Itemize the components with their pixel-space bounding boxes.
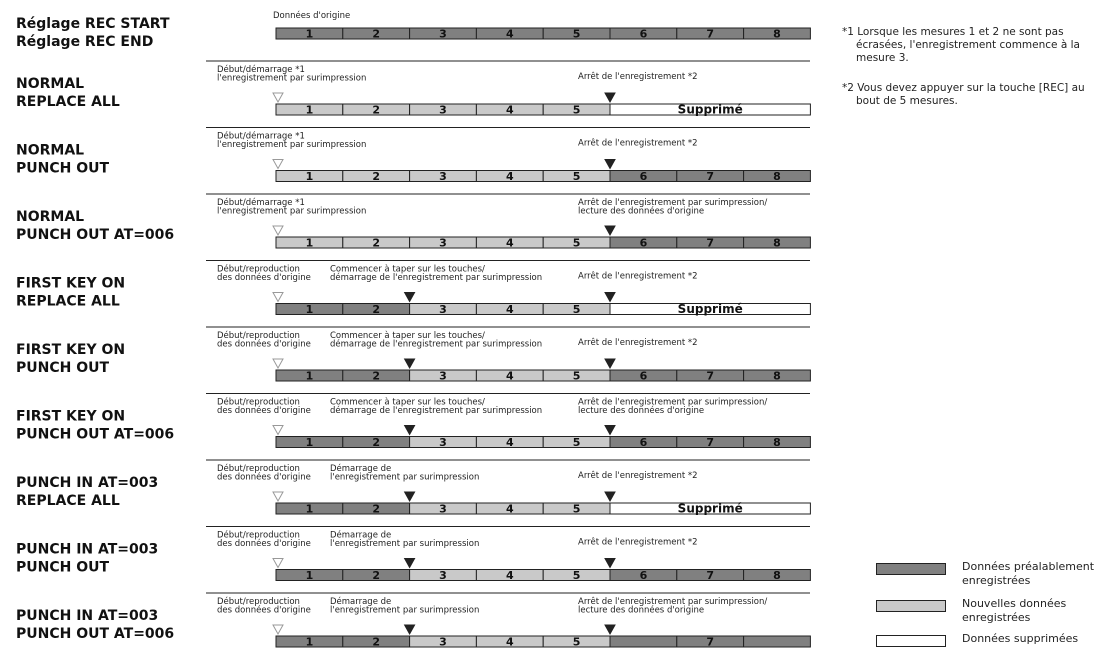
legend-swatch-preexisting — [876, 563, 946, 575]
row-4-start-marker-icon — [273, 293, 283, 302]
scenario-rows — [16, 61, 810, 649]
row-2-segment-label-2: 2 — [372, 170, 381, 183]
row-2-stop-label-1: Arrêt de l'enregistrement *2 — [578, 138, 698, 149]
row-8-segment-label-3: 3 — [439, 569, 447, 582]
row-5-segment-label-4: 4 — [505, 369, 514, 383]
legend-label-deleted: Données supprimées — [962, 632, 1079, 645]
row-7-stop-marker-icon — [605, 492, 615, 501]
row-3-segment-label-4: 4 — [505, 236, 514, 250]
row-8-rec-label-1: Démarrage de — [330, 530, 392, 541]
row-8-rec-label-2: l'enregistrement par surimpression — [330, 539, 480, 549]
row-8-mode-label-1: PUNCH IN AT=003 — [16, 541, 159, 558]
row-2-segment-label-1: 1 — [305, 170, 314, 183]
scenario-row — [16, 194, 810, 250]
row-5-mode-label-2: PUNCH OUT — [16, 360, 110, 376]
row-5-stop-label-1: Arrêt de l'enregistrement *2 — [578, 338, 698, 348]
row-5-rec-label-2: démarrage de l'enregistrement par surimpression — [330, 339, 543, 350]
row-6-rec-label-2: démarrage de l'enregistrement par surimpression — [330, 406, 543, 416]
row-9-start-label-2: des données d'origine — [217, 605, 311, 616]
row-9-segment-label-4: 4 — [505, 635, 514, 649]
row-1-mode-label-2: REPLACE ALL — [16, 94, 120, 110]
row-4-mode-label-2: REPLACE ALL — [16, 293, 120, 310]
row-4-stop-marker-icon — [605, 293, 615, 302]
row-6-start-marker-icon — [273, 426, 283, 435]
scenario-row — [16, 460, 810, 516]
row-7-mode-label-1: PUNCH IN AT=003 — [16, 475, 159, 491]
row-9-segment-label-1: 1 — [305, 635, 314, 649]
row-3-segment-label-8: 8 — [773, 236, 781, 250]
row-2-segment-label-7: 7 — [706, 170, 715, 183]
row-5-segment-label-1: 1 — [305, 369, 314, 383]
row-1-start-label-1: Début/démarrage *1 — [217, 65, 305, 75]
original-data-header — [16, 10, 810, 50]
row-5-segment-label-3: 3 — [439, 369, 447, 383]
row-1-segment-label-5: 5 — [572, 103, 581, 117]
row-9-segment-label-5: 5 — [572, 635, 581, 649]
row-4-segment-label-6: Supprimé — [677, 302, 743, 316]
original-bar-label-5: 5 — [572, 27, 581, 41]
row-9-segment-label-7: 7 — [706, 635, 715, 649]
row-1-start-marker-icon — [273, 93, 283, 102]
row-4-start-label-2: des données d'origine — [217, 273, 311, 283]
row-8-segment-label-1: 1 — [305, 569, 314, 582]
row-9-segment-label-2: 2 — [372, 635, 381, 649]
row-5-segment-label-5: 5 — [572, 369, 581, 383]
row-5-segment-label-2: 2 — [372, 369, 381, 383]
setting-line-2: Réglage REC END — [16, 34, 154, 50]
row-5-rec-start-marker-icon — [405, 359, 415, 368]
row-8-start-label-1: Début/reproduction — [217, 530, 300, 541]
original-bar-label-8: 8 — [773, 27, 781, 41]
row-4-rec-label-1: Commencer à taper sur les touches/ — [330, 264, 485, 275]
row-6-mode-label-2: PUNCH OUT AT=006 — [16, 426, 175, 443]
row-8-stop-label-1: Arrêt de l'enregistrement *2 — [578, 537, 698, 548]
row-7-segment-label-1: 1 — [305, 502, 314, 516]
row-5-start-label-2: des données d'origine — [217, 339, 311, 350]
row-5-stop-marker-icon — [605, 359, 615, 368]
row-3-stop-marker-icon — [605, 226, 615, 235]
setting-line-1: Réglage REC START — [16, 16, 170, 32]
row-2-segment-label-4: 4 — [505, 170, 514, 183]
row-9-start-label-1: Début/reproduction — [217, 597, 300, 607]
row-3-segment-label-7: 7 — [706, 236, 715, 250]
legend-label-preexisting: Données préalablement enregistrées — [962, 560, 1095, 587]
row-6-rec-start-marker-icon — [405, 426, 415, 435]
row-2-start-label-1: Début/démarrage *1 — [217, 131, 305, 142]
original-bar-label-1: 1 — [305, 27, 314, 41]
scenario-row — [16, 61, 810, 117]
row-5-segment-label-6: 6 — [639, 369, 648, 383]
row-8-stop-marker-icon — [605, 559, 615, 568]
footnote-1: *1 Lorsque les mesures 1 et 2 ne sont pas écrasées, l'enregistrement commence à la mesure 3. — [842, 26, 1080, 64]
row-4-segment-label-2: 2 — [372, 303, 381, 316]
legend-swatch-new — [876, 600, 946, 612]
row-3-segment-label-6: 6 — [639, 236, 648, 250]
row-6-start-label-2: des données d'origine — [217, 406, 311, 416]
row-6-mode-label-1: FIRST KEY ON — [16, 408, 126, 425]
row-2-mode-label-1: NORMAL — [16, 142, 85, 159]
row-8-segment-label-6: 6 — [639, 569, 648, 582]
row-2-start-label-2: l'enregistrement par surimpression — [217, 140, 367, 150]
row-6-segment-label-3: 3 — [439, 436, 447, 449]
row-7-start-label-1: Début/reproduction — [217, 464, 300, 474]
row-9-stop-marker-icon — [605, 625, 615, 634]
row-8-segment-label-4: 4 — [505, 569, 514, 582]
row-6-segment-label-8: 8 — [773, 436, 781, 449]
row-6-segment-label-5: 5 — [572, 436, 581, 449]
row-4-start-label-1: Début/reproduction — [217, 264, 300, 275]
row-9-start-marker-icon — [273, 625, 283, 634]
row-5-mode-label-1: FIRST KEY ON — [16, 342, 126, 358]
row-2-start-marker-icon — [273, 160, 283, 169]
row-6-stop-label-2: lecture des données d'origine — [578, 406, 705, 416]
row-8-segment-label-5: 5 — [572, 569, 581, 582]
row-1-segment-label-1: 1 — [305, 103, 314, 117]
row-6-segment-label-4: 4 — [505, 436, 514, 449]
row-1-stop-label-1: Arrêt de l'enregistrement *2 — [578, 72, 698, 82]
row-9-segment-6 — [610, 636, 677, 647]
row-2-stop-marker-icon — [605, 160, 615, 169]
row-3-segment-label-3: 3 — [439, 236, 447, 250]
original-data-label: Données d'origine — [273, 11, 351, 21]
row-6-segment-label-7: 7 — [706, 436, 715, 449]
row-5-rec-label-1: Commencer à taper sur les touches/ — [330, 331, 485, 341]
row-3-start-label-2: l'enregistrement par surimpression — [217, 206, 367, 217]
row-6-stop-label-1: Arrêt de l'enregistrement par surimpression/ — [578, 397, 768, 408]
row-5-segment-label-8: 8 — [773, 369, 781, 383]
row-5-segment-label-7: 7 — [706, 369, 715, 383]
row-5-start-marker-icon — [273, 359, 283, 368]
row-9-rec-start-marker-icon — [405, 625, 415, 634]
original-bar-label-4: 4 — [505, 27, 514, 41]
row-8-start-label-2: des données d'origine — [217, 539, 311, 549]
row-3-start-label-1: Début/démarrage *1 — [217, 198, 305, 208]
row-2-segment-label-5: 5 — [572, 170, 581, 183]
scenario-row — [16, 261, 810, 317]
row-8-segment-label-2: 2 — [372, 569, 381, 582]
row-9-stop-label-2: lecture des données d'origine — [578, 605, 705, 616]
row-9-stop-label-1: Arrêt de l'enregistrement par surimpression/ — [578, 597, 768, 607]
original-bar-label-2: 2 — [372, 27, 381, 41]
legend-label-new: Nouvelles données enregistrées — [962, 597, 1067, 624]
row-7-start-label-2: des données d'origine — [217, 472, 311, 483]
row-3-segment-label-1: 1 — [305, 236, 314, 250]
row-3-mode-label-2: PUNCH OUT AT=006 — [16, 227, 175, 243]
scenario-row — [16, 394, 810, 450]
row-7-start-marker-icon — [273, 492, 283, 501]
row-6-stop-marker-icon — [605, 426, 615, 435]
legend-swatch-deleted — [876, 635, 946, 647]
row-7-segment-label-4: 4 — [505, 502, 514, 516]
row-6-segment-label-1: 1 — [305, 436, 314, 449]
row-8-mode-label-2: PUNCH OUT — [16, 559, 110, 576]
row-4-rec-start-marker-icon — [405, 293, 415, 302]
row-3-segment-label-2: 2 — [372, 236, 381, 250]
row-1-segment-label-3: 3 — [439, 103, 447, 117]
row-9-rec-label-1: Démarrage de — [330, 597, 392, 607]
row-7-rec-start-marker-icon — [405, 492, 415, 501]
row-6-rec-label-1: Commencer à taper sur les touches/ — [330, 397, 485, 408]
row-3-stop-label-2: lecture des données d'origine — [578, 206, 705, 217]
row-8-segment-label-7: 7 — [706, 569, 715, 582]
row-1-mode-label-1: NORMAL — [16, 76, 85, 92]
footnote-2: *2 Vous devez appuyer sur la touche [REC] au bout de 5 mesures. — [842, 82, 1085, 107]
row-2-segment-label-6: 6 — [639, 170, 648, 183]
row-7-stop-label-1: Arrêt de l'enregistrement *2 — [578, 471, 698, 481]
row-9-segment-8 — [744, 636, 811, 647]
row-9-mode-label-1: PUNCH IN AT=003 — [16, 608, 159, 624]
row-2-mode-label-2: PUNCH OUT — [16, 160, 110, 177]
row-1-segment-label-4: 4 — [505, 103, 514, 117]
row-7-rec-label-1: Démarrage de — [330, 464, 392, 474]
row-9-rec-label-2: l'enregistrement par surimpression — [330, 605, 480, 616]
row-7-segment-label-2: 2 — [372, 502, 381, 516]
row-2-segment-label-3: 3 — [439, 170, 447, 183]
row-6-segment-label-2: 2 — [372, 436, 381, 449]
scenario-row — [16, 128, 810, 184]
original-bar-label-7: 7 — [706, 27, 715, 41]
row-3-start-marker-icon — [273, 226, 283, 235]
row-1-start-label-2: l'enregistrement par surimpression — [217, 73, 367, 84]
scenario-row — [16, 593, 810, 649]
row-4-rec-label-2: démarrage de l'enregistrement par surimpression — [330, 273, 543, 283]
row-8-start-marker-icon — [273, 559, 283, 568]
row-3-stop-label-1: Arrêt de l'enregistrement par surimpression/ — [578, 198, 768, 208]
scenario-row — [16, 527, 810, 583]
row-9-mode-label-2: PUNCH OUT AT=006 — [16, 626, 175, 642]
row-1-segment-label-6: Supprimé — [677, 102, 743, 117]
row-5-start-label-1: Début/reproduction — [217, 331, 300, 341]
scenario-row — [16, 327, 810, 383]
row-8-rec-start-marker-icon — [405, 559, 415, 568]
row-4-segment-label-1: 1 — [305, 303, 314, 316]
row-2-segment-label-8: 8 — [773, 170, 781, 183]
row-4-segment-label-5: 5 — [572, 303, 581, 316]
row-4-mode-label-1: FIRST KEY ON — [16, 275, 126, 292]
row-7-segment-label-5: 5 — [572, 502, 581, 516]
original-bar-label-6: 6 — [639, 27, 648, 41]
row-7-segment-label-6: Supprimé — [677, 501, 743, 516]
row-7-rec-label-2: l'enregistrement par surimpression — [330, 472, 480, 483]
row-8-segment-label-8: 8 — [773, 569, 781, 582]
row-4-segment-label-3: 3 — [439, 303, 447, 316]
row-1-segment-label-2: 2 — [372, 103, 381, 117]
row-1-stop-marker-icon — [605, 93, 615, 102]
row-3-segment-label-5: 5 — [572, 236, 581, 250]
row-4-stop-label-1: Arrêt de l'enregistrement *2 — [578, 271, 698, 282]
row-6-start-label-1: Début/reproduction — [217, 397, 300, 408]
row-9-segment-label-3: 3 — [439, 635, 447, 649]
row-4-segment-label-4: 4 — [505, 303, 514, 316]
row-7-segment-label-3: 3 — [439, 502, 447, 516]
row-3-mode-label-1: NORMAL — [16, 209, 85, 225]
row-6-segment-label-6: 6 — [639, 436, 648, 449]
original-bar-label-3: 3 — [439, 27, 447, 41]
row-7-mode-label-2: REPLACE ALL — [16, 493, 120, 509]
